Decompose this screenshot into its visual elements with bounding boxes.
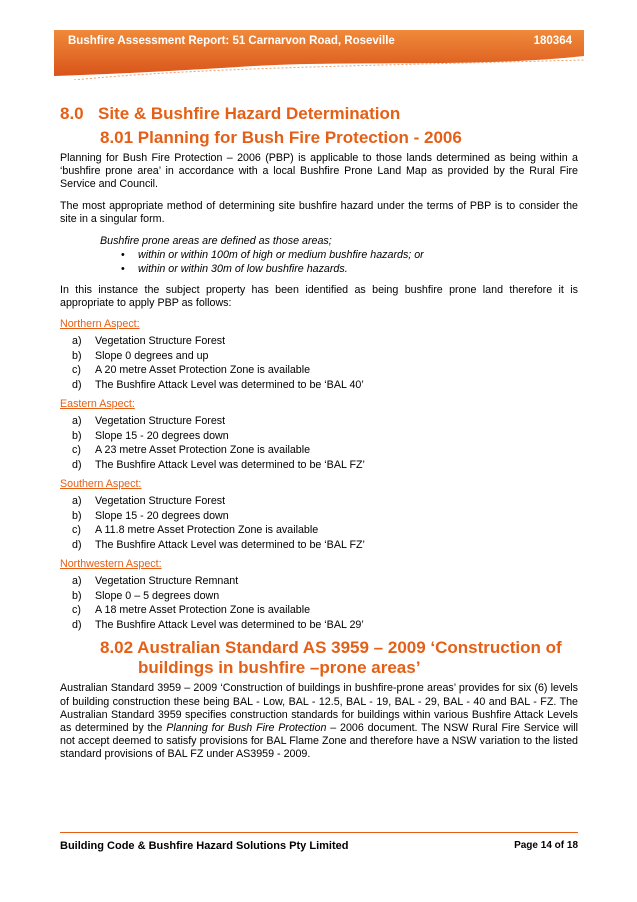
aspect-heading-southern: Southern Aspect: bbox=[60, 478, 142, 491]
page-number: Page 14 of 18 bbox=[514, 840, 578, 851]
list-item: b) Slope 0 degrees and up bbox=[72, 349, 209, 362]
report-title: Bushfire Assessment Report: 51 Carnarvon Road, Roseville bbox=[68, 35, 395, 47]
paragraph: Australian Standard 3959 – 2009 ‘Construction of buildings in bushfire-prone areas’ provides for six (6) levels of building construction these being BAL - Low, BAL - 12.5, BAL - 19, BAL - 29, BAL - 40 and BAL - FZ. The Australian Standard 3959 specifies construction standards for buildings within various Bushfire Attack Levels as determined by the Planning for Bush Fire Protection – 2006 document. The NSW Rural Fire Service will not accept deemed to satisfy provisions for BAL Flame Zone and therefore have a NSW variation to the listed standard provisions of BAL FZ under AS3959 - 2009. bbox=[60, 682, 578, 761]
list-item: d) The Bushfire Attack Level was determined to be ‘BAL 40’ bbox=[72, 378, 364, 391]
subsection-heading-801: 8.01 Planning for Bush Fire Protection - 2006 bbox=[100, 128, 462, 147]
subsection-heading-802 bbox=[100, 638, 578, 678]
list-item: d) The Bushfire Attack Level was determined to be ‘BAL FZ’ bbox=[72, 538, 365, 551]
aspect-list-eastern bbox=[60, 414, 578, 472]
definition-quote bbox=[100, 234, 578, 276]
page-content bbox=[60, 104, 578, 770]
list-item: c) A 18 metre Asset Protection Zone is available bbox=[72, 604, 311, 617]
list-item: c) A 23 metre Asset Protection Zone is available bbox=[72, 444, 311, 457]
bullet-item: • within or within 30m of low bushfire hazards. bbox=[138, 262, 578, 276]
aspect-heading-northern: Northern Aspect: bbox=[60, 318, 140, 331]
list-item: d) The Bushfire Attack Level was determined to be ‘BAL FZ’ bbox=[72, 458, 365, 471]
list-item: a) Vegetation Structure Forest bbox=[72, 495, 226, 508]
list-item: b) Slope 15 - 20 degrees down bbox=[72, 429, 229, 442]
section-title: Site & Bushfire Hazard Determination bbox=[98, 104, 401, 123]
paragraph: The most appropriate method of determining site bushfire hazard under the terms of PBP is to consider the site in a singular form. bbox=[60, 199, 578, 225]
aspect-list-southern bbox=[60, 494, 578, 552]
footer-divider bbox=[60, 832, 578, 833]
section-number: 8.0 bbox=[60, 104, 84, 123]
list-item: b) Slope 0 – 5 degrees down bbox=[72, 589, 220, 602]
aspect-list-northwestern bbox=[60, 574, 578, 632]
list-item: a) Vegetation Structure Forest bbox=[72, 335, 226, 348]
heading-line-1: 8.02 Australian Standard AS 3959 – 2009 ‘Construction of bbox=[100, 638, 562, 658]
header bbox=[68, 35, 572, 51]
aspect-heading-northwestern: Northwestern Aspect: bbox=[60, 558, 162, 571]
list-item: a) Vegetation Structure Forest bbox=[72, 415, 226, 428]
list-item: b) Slope 15 - 20 degrees down bbox=[72, 509, 229, 522]
list-item: c) A 20 metre Asset Protection Zone is available bbox=[72, 364, 311, 377]
quote-intro: Bushfire prone areas are defined as those areas; bbox=[100, 235, 332, 248]
report-code: 180364 bbox=[533, 35, 572, 47]
paragraph: In this instance the subject property has been identified as being bushfire prone land therefore it is appropriate to apply PBP as follows: bbox=[60, 284, 578, 310]
list-item: d) The Bushfire Attack Level was determined to be ‘BAL 29’ bbox=[72, 618, 364, 631]
aspect-list-northern bbox=[60, 334, 578, 392]
section-heading bbox=[60, 104, 578, 124]
document-title: Planning for Bush Fire Protection bbox=[166, 722, 327, 735]
bullet-item: • within or within 100m of high or medium bushfire hazards; or bbox=[138, 248, 578, 262]
heading-line-2: buildings in bushfire –prone areas’ bbox=[138, 658, 421, 678]
list-item: a) Vegetation Structure Remnant bbox=[72, 575, 239, 588]
quote-bullets bbox=[100, 248, 578, 276]
aspect-heading-eastern: Eastern Aspect: bbox=[60, 398, 135, 411]
footer-company: Building Code & Bushfire Hazard Solutions Pty Limited bbox=[60, 840, 349, 852]
paragraph: Planning for Bush Fire Protection – 2006 (PBP) is applicable to those lands determined as being within a ‘bushfire prone area’ in accordance with a local Bushfire Prone Land Map as provided by the Rural Fire Service and Council. bbox=[60, 152, 578, 191]
list-item: c) A 11.8 metre Asset Protection Zone is available bbox=[72, 524, 319, 537]
